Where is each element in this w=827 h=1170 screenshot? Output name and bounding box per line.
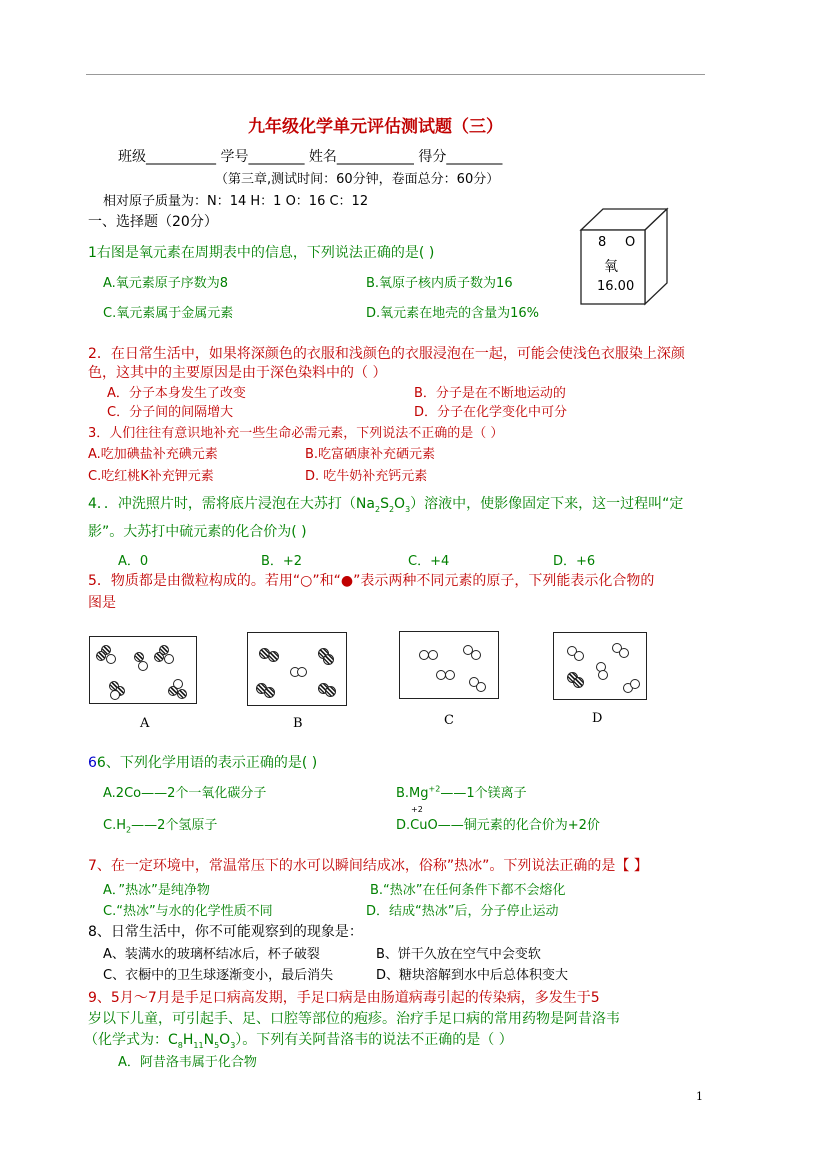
q8-option-c: C、衣橱中的卫生球逐渐变小，最后消失 bbox=[103, 968, 334, 983]
q2-option-d: D．分子在化学变化中可分 bbox=[414, 405, 568, 420]
atom-filled bbox=[573, 677, 584, 688]
q5-stem-line2: 图是 bbox=[88, 595, 116, 611]
atom-hollow bbox=[138, 661, 148, 671]
q2-stem-line1: 2．在日常生活中，如果将深颜色的衣服和浅颜色的衣服浸泡在一起，可能会使浅色衣服染上深颜 bbox=[88, 346, 685, 362]
q3-stem: 3．人们往往有意识地补充一些生命必需元素，下列说法不正确的是（ ） bbox=[88, 426, 504, 441]
q2-option-a: A．分子本身发生了改变 bbox=[107, 386, 246, 401]
q7-stem: 7、在一定环境中，常温常压下的水可以瞬间结成冰，俗称”热冰”。下列说法正确的是【 】 bbox=[88, 858, 648, 874]
element-mass: 16.00 bbox=[597, 279, 635, 294]
q4-option-c: C．+4 bbox=[408, 554, 450, 569]
q7-option-d: D．结成“热冰”后，分子停止运动 bbox=[366, 904, 559, 919]
page-number: 1 bbox=[696, 1090, 703, 1103]
q4-option-a: A．0 bbox=[118, 554, 149, 569]
q4-stem-line2: 影”。大苏打中硫元素的化合价为( ) bbox=[88, 524, 307, 540]
diagram-b-label: B bbox=[293, 716, 303, 731]
q2-stem-line2: 色，这其中的主要原因是由于深色染料中的（ ） bbox=[88, 365, 387, 381]
q9-stem-line3: （化学式为：$C_8H_{11}N_5O_3$）。下列有关阿昔洛韦的说法不正确的是（ ） bbox=[84, 1032, 513, 1050]
q1-option-d: D.氧元素在地壳的含量为16% bbox=[366, 306, 540, 321]
q2-option-b: B．分子是在不断地运动的 bbox=[414, 386, 566, 401]
q1-option-c: C.氧元素属于金属元素 bbox=[103, 306, 234, 321]
q6-option-d: D.CuO——铜元素的化合价为+2价 bbox=[396, 818, 600, 833]
atom-filled bbox=[323, 654, 334, 665]
atom-filled bbox=[264, 687, 275, 698]
atom-hollow bbox=[476, 682, 486, 692]
q7-option-c: C.“热冰”与水的化学性质不同 bbox=[103, 904, 273, 919]
section-heading: 一、选择题（20分） bbox=[88, 214, 218, 230]
q7-option-b: B.“热冰”在任何条件下都不会熔化 bbox=[370, 883, 566, 898]
q4-option-d: D．+6 bbox=[553, 554, 596, 569]
atom-hollow bbox=[574, 651, 584, 661]
atom-hollow bbox=[630, 679, 640, 689]
atom-filled bbox=[325, 686, 336, 697]
atom-hollow bbox=[297, 667, 307, 677]
diagram-a-label: A bbox=[140, 716, 150, 731]
q9-stem-line2: 岁以下儿童，可引起手、足、口腔等部位的疱疹。治疗手足口病的常用药物是阿昔洛韦 bbox=[88, 1011, 620, 1027]
q3-option-a: A.吃加碘盐补充碘元素 bbox=[88, 447, 218, 462]
atom-hollow bbox=[164, 654, 174, 664]
q4-option-b: B．+2 bbox=[261, 554, 303, 569]
element-name: 氧 bbox=[604, 259, 618, 275]
diagram-c-label: C bbox=[444, 713, 454, 728]
atom-hollow bbox=[471, 650, 481, 660]
atom-hollow bbox=[619, 648, 629, 658]
atom-filled bbox=[268, 651, 279, 662]
q5-stem-line1: 5．物质都是由微粒构成的。若用“○”和“●”表示两种不同元素的原子，下列能表示化合物的 bbox=[88, 573, 655, 589]
student-info-line: 班级__________ 学号________ 姓名___________ 得分________ bbox=[118, 149, 503, 165]
q3-option-d: D. 吃牛奶补充钙元素 bbox=[305, 469, 428, 484]
q8-option-d: D、糖块溶解到水中后总体积变大 bbox=[376, 968, 569, 983]
element-number: 8 bbox=[598, 235, 607, 250]
q8-option-a: A、装满水的玻璃杯结冰后，杯子破裂 bbox=[103, 947, 320, 962]
q2-option-c: C．分子间的间隔增大 bbox=[107, 405, 234, 420]
page-title: 九年级化学单元评估测试题（三） bbox=[248, 117, 503, 137]
atom-hollow bbox=[445, 670, 455, 680]
q6-option-c: $C.H_2——2$个氢原子 bbox=[103, 818, 218, 835]
q6-valence-mark: +2 bbox=[411, 805, 423, 814]
q6-option-a: A.2Co——2个一氧化碳分子 bbox=[103, 786, 267, 801]
q6-stem: 66、下列化学用语的表示正确的是( ) bbox=[88, 755, 318, 771]
atom-hollow bbox=[428, 650, 438, 660]
q9-option-a: A．阿昔洛韦属于化合物 bbox=[118, 1055, 257, 1070]
q7-option-a: A．”热冰”是纯净物 bbox=[103, 883, 210, 898]
atom-hollow bbox=[110, 690, 120, 700]
q4-stem-line1: 4．．冲洗照片时，需将底片浸泡在大苏打$(Na_2S_2O_3)$溶液中，使影像固定下来，这一过程叫“定 bbox=[88, 496, 684, 514]
diagram-d-label: D bbox=[592, 711, 603, 726]
q1-stem: 1右图是氧元素在周期表中的信息，下列说法正确的是( ) bbox=[88, 245, 435, 261]
q1-option-b: B.氧原子核内质子数为16 bbox=[366, 276, 513, 291]
q9-stem-line1: 9、5月～7月是手足口病高发期，手足口病是由肠道病毒引起的传染病，多发生于5 bbox=[88, 990, 600, 1006]
q8-option-b: B、饼干久放在空气中会变软 bbox=[376, 947, 541, 962]
atom-filled bbox=[154, 652, 164, 662]
q1-option-a: A.氧元素原子序数为8 bbox=[103, 276, 229, 291]
atom-filled bbox=[96, 651, 106, 661]
atom-filled bbox=[177, 689, 187, 699]
top-rule bbox=[86, 74, 705, 75]
q3-option-b: B.吃富硒康补充硒元素 bbox=[305, 447, 436, 462]
q8-stem: 8、日常生活中，你不可能观察到的现象是： bbox=[88, 924, 363, 940]
atom-hollow bbox=[106, 654, 116, 664]
q6-option-b: $B.Mg^{+2}——1$个镁离子 bbox=[396, 784, 527, 801]
atom-hollow bbox=[598, 670, 608, 680]
atomic-mass-line: 相对原子质量为：N：14 H：1 O：16 C：12 bbox=[103, 194, 369, 209]
exam-info: （第三章,测试时间：60分钟，卷面总分：60分） bbox=[215, 172, 500, 187]
q3-option-c: C.吃红桃K补充钾元素 bbox=[88, 469, 214, 484]
element-symbol: O bbox=[625, 235, 636, 250]
